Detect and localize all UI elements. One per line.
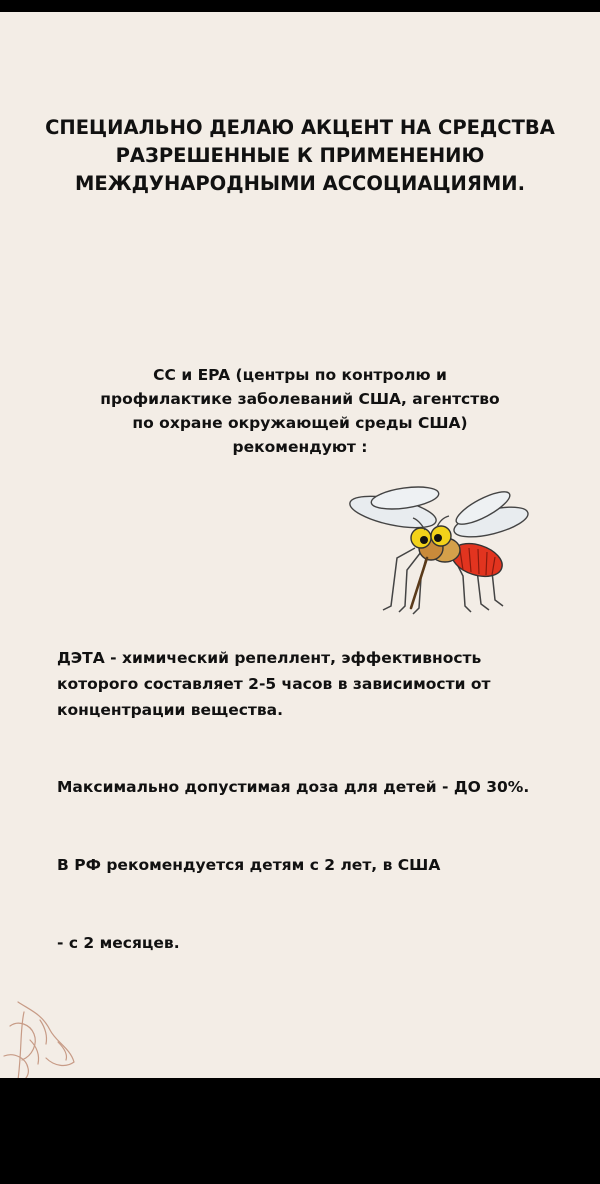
slide-subhead: CC и EPA (центры по контролю и профилактике заболеваний США, агентство по охране окружающей среды США) рекомендуют : [100,366,500,456]
paragraph-usa-age: - с 2 месяцев. [57,934,180,952]
top-status-strip [0,0,600,12]
paragraph-russia-age: В РФ рекомендуется детям с 2 лет, в США [57,856,441,874]
flower-outline-decoration-icon [0,996,90,1078]
story-slide [0,12,600,1078]
slide-headline: СПЕЦИАЛЬНО ДЕЛАЮ АКЦЕНТ НА СРЕДСТВА РАЗРЕШЕННЫЕ К ПРИМЕНЕНИЮ МЕЖДУНАРОДНЫМИ АССОЦИАЦИЯМИ. [45,116,555,195]
mosquito-illustration-icon [345,478,535,618]
paragraph-deet-description: ДЭТА - химический репеллент, эффективность которого составляет 2-5 часов в зависимости от концентрации вещества. [57,649,491,719]
bottom-black-area [0,1078,600,1184]
paragraph-max-dose: Максимально допустимая доза для детей - ДО 30%. [57,778,530,796]
